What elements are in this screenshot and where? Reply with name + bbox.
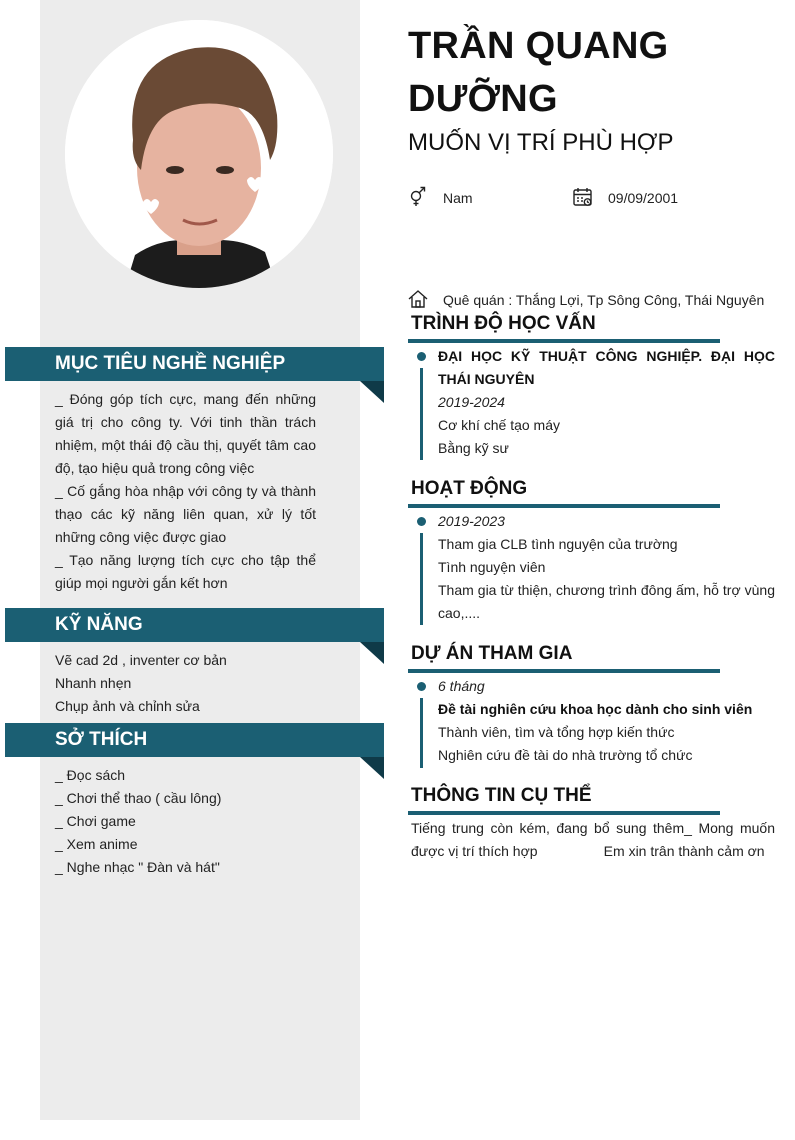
full-name: TRẦN QUANG DƯỠNG [408, 25, 669, 120]
skill-item: Chụp ảnh và chỉnh sửa [55, 698, 200, 714]
activities-period: 2019-2023 [438, 513, 505, 529]
hobbies-list [55, 764, 316, 879]
details-title: THÔNG TIN CỤ THỂ [411, 785, 592, 806]
hobbies-title: SỞ THÍCH [55, 729, 148, 750]
skill-item: Vẽ cad 2d , inventer cơ bản [55, 652, 227, 668]
project-description: Nghiên cứu đề tài do nhà trường tổ chức [438, 747, 693, 763]
education-period: 2019-2024 [438, 394, 505, 410]
project-duration: 6 tháng [438, 678, 485, 694]
objective-paragraph: _ Tạo năng lượng tích cực cho tập thể giúp mọi người gắn kết hơn [55, 552, 316, 591]
section-underline [408, 339, 720, 343]
hobbies-header [5, 723, 384, 757]
timeline-line [420, 368, 423, 460]
objective-paragraph: _ Cố gắng hòa nhập với công ty và thành thạo các kỹ năng liên quan, xử lý tốt những công việc được giao [55, 483, 316, 545]
skills-header [5, 608, 384, 642]
project-entry [438, 675, 775, 767]
objective-text [55, 388, 316, 595]
timeline-line [420, 533, 423, 625]
calendar-icon [572, 186, 594, 213]
activities-entry [438, 510, 775, 625]
section-underline [408, 811, 720, 815]
activities-title: HOẠT ĐỘNG [411, 478, 528, 499]
activity-item: Tình nguyện viên [438, 559, 546, 575]
timeline-dot [417, 517, 426, 526]
birthday-value: 09/09/2001 [608, 190, 679, 206]
ribbon-fold [360, 642, 384, 664]
gender-icon [407, 186, 429, 213]
projects-title: DỰ ÁN THAM GIA [411, 643, 573, 664]
hobby-item: _ Nghe nhạc " Đàn và hát" [55, 859, 220, 875]
hobby-item: _ Xem anime [55, 836, 138, 852]
education-title: TRÌNH ĐỘ HỌC VẤN [411, 313, 596, 334]
education-degree: Bằng kỹ sư [438, 440, 509, 456]
objective-title: MỤC TIÊU NGHỀ NGHIỆP [55, 353, 286, 374]
section-underline [408, 504, 720, 508]
hometown-value: Quê quán : Thắng Lợi, Tp Sông Công, Thái Nguyên [443, 292, 765, 308]
timeline-dot [417, 682, 426, 691]
profile-photo [65, 20, 333, 288]
ribbon-fold [360, 757, 384, 779]
details-text: Tiếng trung còn kém, đang bổ sung thêm_ Mong muốn được vị trí thích hợp Em xin trân thành cảm ơn [411, 820, 779, 859]
objective-paragraph: _ Đóng góp tích cực, mang đến những giá trị cho công ty. Với tinh thần trách nhiệm, một thái độ cầu thị, quyết tâm cao độ, tạo hiệu quả trong công việc [55, 391, 316, 476]
ribbon-fold [360, 381, 384, 403]
timeline-line [420, 698, 423, 768]
education-entry [438, 345, 775, 460]
hobby-item: _ Chơi game [55, 813, 136, 829]
activity-item: Tham gia CLB tình nguyện của trường [438, 536, 678, 552]
skill-item: Nhanh nhẹn [55, 675, 132, 691]
project-name: Đề tài nghiên cứu khoa học dành cho sinh viên [438, 701, 753, 717]
school-name: ĐẠI HỌC KỸ THUẬT CÔNG NGHIỆP. ĐẠI HỌC THÁI NGUYÊN [438, 348, 775, 387]
education-major: Cơ khí chế tạo máy [438, 417, 561, 433]
timeline-dot [417, 352, 426, 361]
skills-list [55, 649, 316, 718]
hobby-item: _ Chơi thể thao ( cầu lông) [55, 790, 222, 806]
hobby-item: _ Đọc sách [55, 767, 126, 783]
skills-title: KỸ NĂNG [55, 614, 143, 635]
gender-value: Nam [443, 190, 473, 206]
desired-position: MUỐN VỊ TRÍ PHÙ HỢP [408, 129, 674, 156]
activity-item: Tham gia từ thiện, chương trình đông ấm, hỗ trợ vùng cao,.... [438, 582, 775, 621]
project-role: Thành viên, tìm và tổng hợp kiến thức [438, 724, 675, 740]
section-underline [408, 669, 720, 673]
objective-header [5, 347, 384, 381]
